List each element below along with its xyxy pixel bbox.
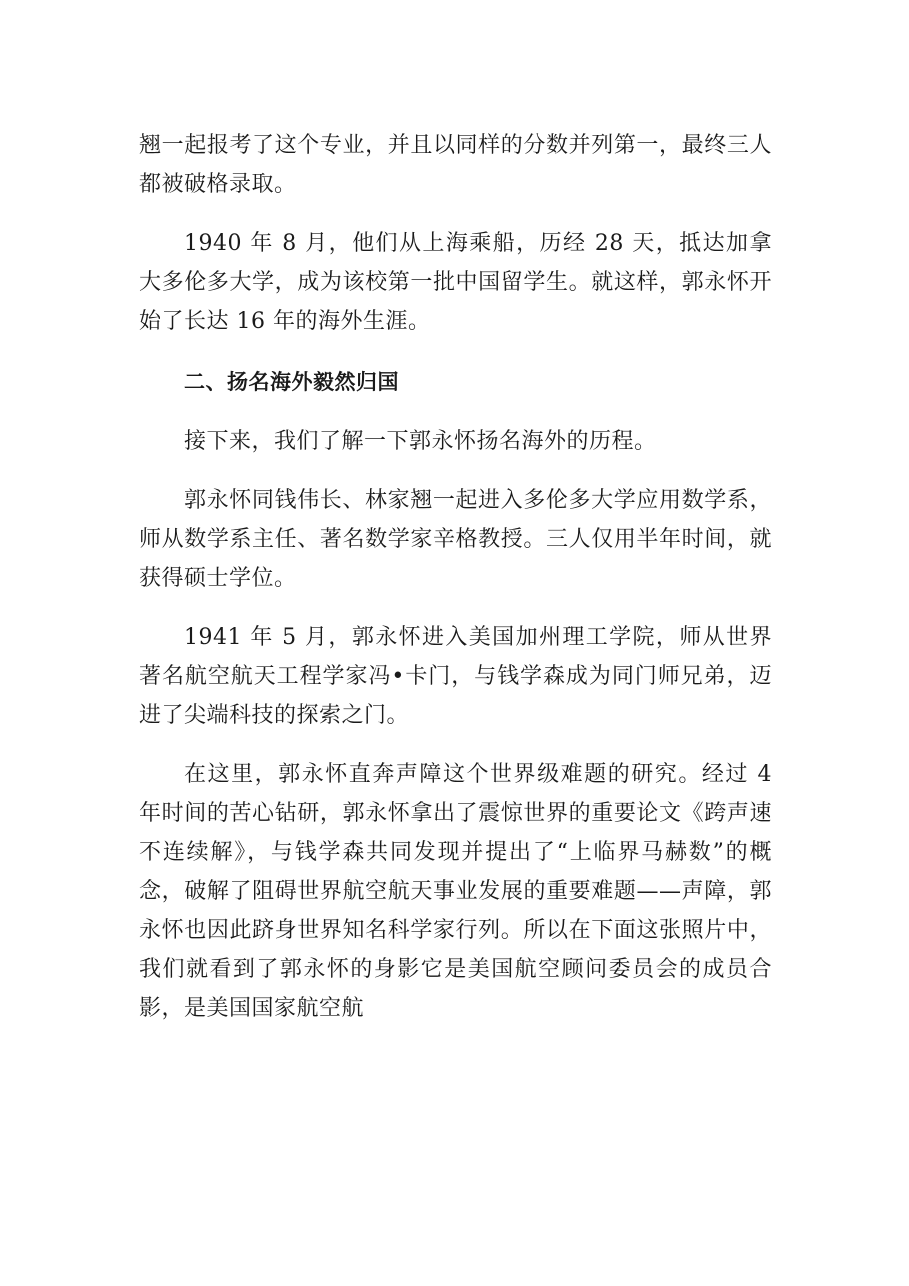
document-body (139, 126, 772, 1028)
paragraph-voyage-1940: 1940 年 8 月，他们从上海乘船，历经 28 天，抵达加拿大多伦多大学，成为该校第一批中国留学生。就这样，郭永怀开始了长达 16 年的海外生涯。 (139, 231, 772, 334)
paragraph-sound-barrier: 在这里，郭永怀直奔声障这个世界级难题的研究。经过 4 年时间的苦心钻研，郭永怀拿出了震惊世界的重要论文《跨声速不连续解》，与钱学森共同发现并提出了“上临界马赫数”的概念，破解了阻碍世界航空航天事业发展的重要难题——声障，郭永怀也因此跻身世界知名科学家行列。所以在下面这张照片中，我们就看到了郭永怀的身影它是美国航空顾问委员会的成员合影，是美国国家航空航 (139, 762, 772, 1021)
paragraph-toronto: 郭永怀同钱伟长、林家翘一起进入多伦多大学应用数学系，师从数学系主任、著名数学家辛格教授。三人仅用半年时间，就获得硕士学位。 (139, 488, 772, 591)
paragraph-continuation: 翘一起报考了这个专业，并且以同样的分数并列第一，最终三人都被破格录取。 (139, 133, 772, 197)
paragraph-intro: 接下来，我们了解一下郭永怀扬名海外的历程。 (184, 429, 657, 454)
section-heading-2: 二、扬名海外毅然归国 (184, 370, 399, 394)
paragraph-caltech-1941: 1941 年 5 月，郭永怀进入美国加州理工学院，师从世界著名航空航天工程学家冯•卡门，与钱学森成为同门师兄弟，迈进了尖端科技的探索之门。 (139, 625, 772, 728)
